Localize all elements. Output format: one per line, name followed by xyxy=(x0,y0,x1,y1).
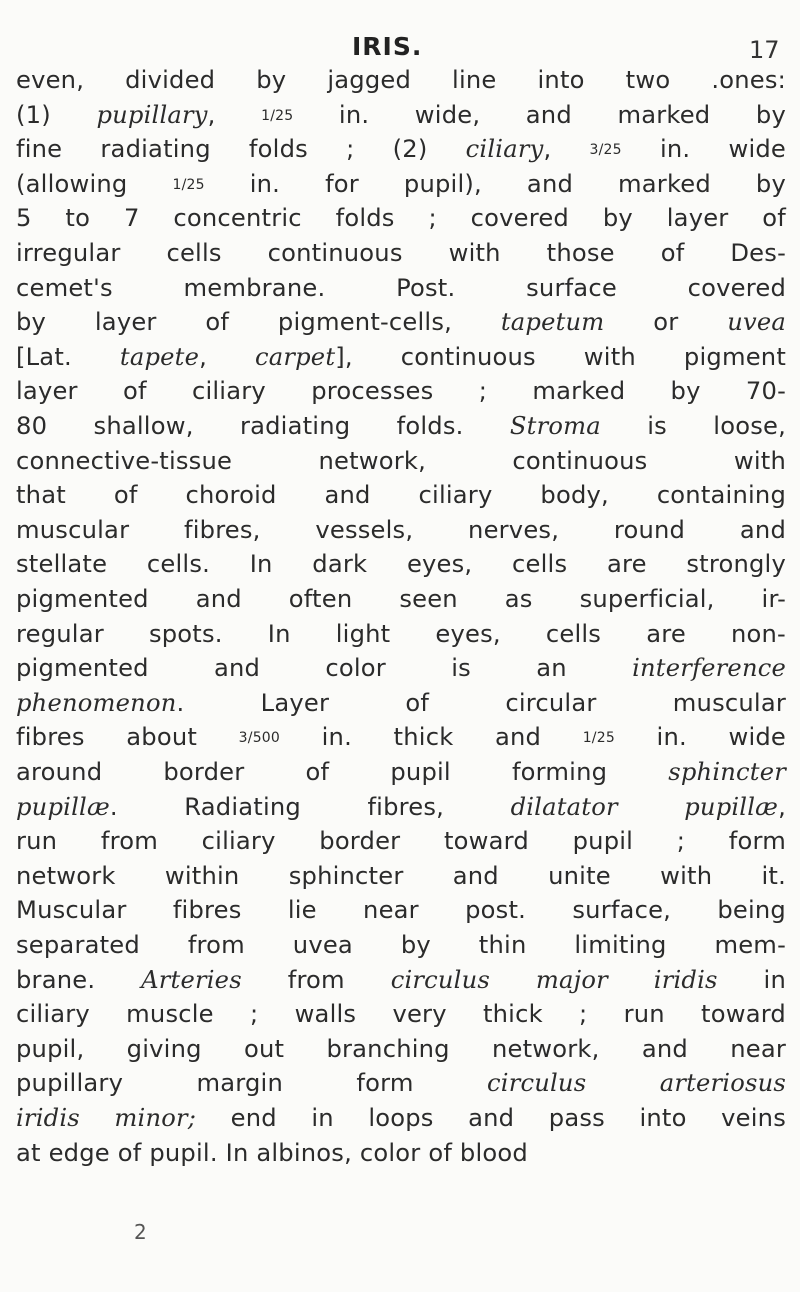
text-run: pupillary margin form xyxy=(16,1069,488,1098)
text-run: or xyxy=(604,308,728,337)
text-line xyxy=(16,964,786,996)
text-line xyxy=(16,791,786,823)
text-line xyxy=(16,272,786,304)
text-run: . Layer of circular muscular xyxy=(176,688,786,717)
text-line xyxy=(16,548,786,580)
text-run: [Lat. xyxy=(16,342,120,371)
text-line xyxy=(16,756,786,788)
italic-term: interference xyxy=(632,654,786,683)
text-line xyxy=(16,894,786,926)
text-line xyxy=(16,445,786,477)
italic-term: pupillary xyxy=(96,100,208,129)
text-run: , xyxy=(199,342,255,371)
text-run: end in loops and pass into veins xyxy=(196,1104,786,1132)
italic-term: circulus major iridis xyxy=(390,965,718,994)
fraction: 3/500 xyxy=(238,730,281,747)
text-line xyxy=(16,202,786,234)
text-run: ciliary muscle ; walls very thick ; run toward xyxy=(16,1000,786,1029)
italic-term: circulus arteriosus xyxy=(487,1069,786,1098)
text-run: (allowing xyxy=(16,169,173,198)
text-run: 5 to 7 concentric folds ; covered by layer of xyxy=(16,204,786,233)
text-line xyxy=(16,652,786,684)
text-run: pupil, giving out branching network, and near xyxy=(16,1034,786,1063)
text-run: in. wide xyxy=(614,723,787,752)
text-run: , xyxy=(207,100,262,129)
text-line xyxy=(16,375,786,407)
text-line xyxy=(16,687,786,719)
text-line xyxy=(16,583,786,615)
text-run: at edge of pupil. In albinos, color of blood xyxy=(16,1138,528,1167)
running-title: IRIS. xyxy=(352,32,423,61)
text-run: from xyxy=(241,965,391,994)
text-run: , xyxy=(778,792,787,821)
fraction: 3/25 xyxy=(589,142,622,159)
text-run: pigmented and often seen as superficial, ir- xyxy=(16,585,786,613)
text-run: connective-tissue network, continuous with xyxy=(16,446,786,475)
signature-mark: 2 xyxy=(134,1220,147,1244)
italic-term: iridis minor; xyxy=(16,1104,197,1132)
text-run: by layer of pigment-cells, xyxy=(16,308,501,337)
text-run: regular spots. In light eyes, cells are non- xyxy=(16,619,786,648)
text-line xyxy=(16,306,786,338)
text-line xyxy=(16,1067,786,1099)
text-run: in. wide, and marked by xyxy=(293,100,786,129)
text-run: fine radiating folds ; (2) xyxy=(16,135,466,164)
text-run: layer of ciliary processes ; marked by 70- xyxy=(16,377,786,406)
text-run: even, divided by jagged line into two .ones: xyxy=(16,66,786,94)
text-line xyxy=(16,479,786,511)
text-run: stellate cells. In dark eyes, cells are strongly xyxy=(16,550,786,579)
text-run: muscular fibres, vessels, nerves, round and xyxy=(16,515,786,544)
text-line xyxy=(16,99,786,135)
text-line xyxy=(16,410,786,442)
italic-term: ciliary xyxy=(465,135,544,164)
text-run: in. wide xyxy=(621,135,786,164)
italic-term: tapetum xyxy=(500,308,605,337)
text-line xyxy=(16,341,786,373)
fraction: 1/25 xyxy=(261,107,294,124)
text-run: in. thick and xyxy=(280,723,583,752)
italic-term: Stroma xyxy=(509,412,601,440)
text-line xyxy=(16,1137,786,1169)
text-run: (1) xyxy=(16,100,97,129)
text-line xyxy=(16,860,786,892)
italic-term: Arteries xyxy=(141,965,242,994)
fraction: 1/25 xyxy=(582,730,615,747)
text-run: separated from uvea by thin limiting mem- xyxy=(16,931,786,959)
text-run: ], continuous with pigment xyxy=(335,342,787,371)
italic-term: dilatator pupillæ xyxy=(510,792,779,821)
text-line xyxy=(16,721,786,757)
text-run: irregular cells continuous with those of Des- xyxy=(16,239,786,267)
text-run: 80 shallow, radiating folds. xyxy=(16,412,510,440)
text-line xyxy=(16,168,786,204)
text-run: Muscular fibres lie near post. surface, being xyxy=(16,896,786,925)
text-run: is loose, xyxy=(600,412,786,440)
page-number: 17 xyxy=(749,36,780,64)
text-run: run from ciliary border toward pupil ; form xyxy=(16,827,786,856)
text-line xyxy=(16,929,786,961)
italic-term: pupillæ xyxy=(16,792,110,821)
text-run: in xyxy=(717,965,787,994)
italic-term: sphincter xyxy=(668,758,786,786)
italic-term: tapete xyxy=(119,342,200,371)
text-run: in. for pupil), and marked by xyxy=(204,169,786,198)
text-line xyxy=(16,237,786,269)
text-run: cemet's membrane. Post. surface covered xyxy=(16,273,786,302)
text-line xyxy=(16,64,786,96)
text-line xyxy=(16,998,786,1030)
text-run: brane. xyxy=(16,965,142,994)
italic-term: carpet xyxy=(255,342,336,371)
text-run: around border of pupil forming xyxy=(16,758,669,786)
fraction: 1/25 xyxy=(172,176,205,193)
text-run: pigmented and color is an xyxy=(16,654,633,683)
italic-term: phenomenon xyxy=(16,688,177,717)
text-line xyxy=(16,514,786,546)
text-line xyxy=(16,1033,786,1065)
text-run: fibres about xyxy=(16,723,239,752)
text-line xyxy=(16,133,786,169)
text-line xyxy=(16,1102,786,1134)
text-run: , xyxy=(543,135,590,164)
italic-term: uvea xyxy=(727,308,786,337)
text-run: . Radiating fibres, xyxy=(109,792,511,821)
text-line xyxy=(16,618,786,650)
text-run: that of choroid and ciliary body, containing xyxy=(16,481,786,510)
text-line xyxy=(16,825,786,857)
text-run: network within sphincter and unite with it. xyxy=(16,861,786,890)
